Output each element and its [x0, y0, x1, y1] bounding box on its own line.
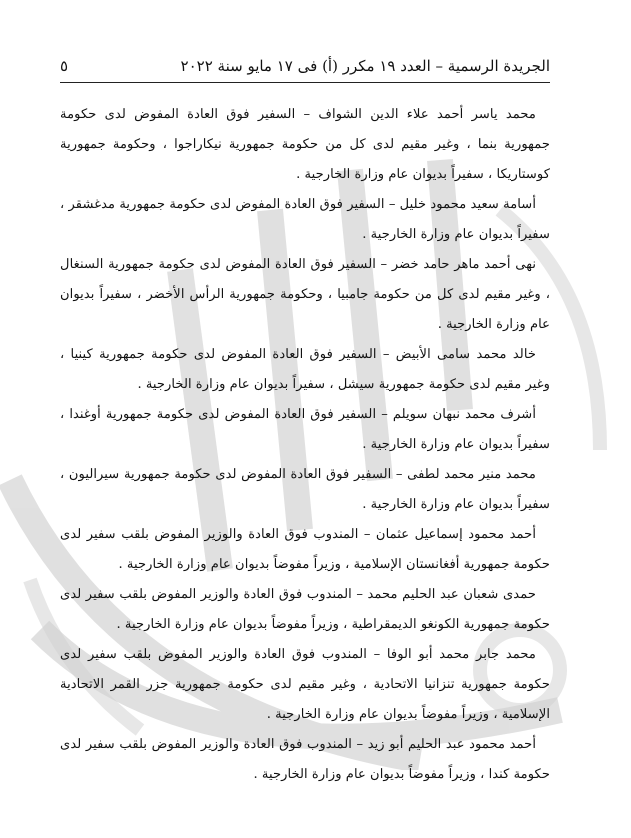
- decree-body: [60, 100, 550, 790]
- appointment-entry: أحمد محمود عبد الحليم أبو زيد – المندوب فوق العادة والوزير المفوض بلقب سفير لدى حكومة كندا ، وزيراً مفوضاً بديوان عام وزارة الخارجية .: [60, 737, 550, 782]
- page-header: [60, 52, 550, 80]
- appointment-entry: أشرف محمد نبهان سويلم – السفير فوق العادة المفوض لدى حكومة جمهورية أوغندا ، سفيراً بديوان عام وزارة الخارجية .: [60, 407, 550, 452]
- appointment-entry: محمد منير محمد لطفى – السفير فوق العادة المفوض لدى حكومة جمهورية سيراليون ، سفيراً بديوان عام وزارة الخارجية .: [60, 467, 550, 512]
- appointment-entry: حمدى شعبان عبد الحليم محمد – المندوب فوق العادة والوزير المفوض بلقب سفير لدى حكومة جمهورية الكونغو الديمقراطية ، وزيراً مفوضاً بديوان عام وزارة الخارجية .: [60, 587, 550, 632]
- header-divider: [60, 82, 550, 83]
- appointment-entry: أسامة سعيد محمود خليل – السفير فوق العادة المفوض لدى حكومة جمهورية مدغشقر ، سفيراً بديوان عام وزارة الخارجية .: [60, 197, 550, 242]
- appointment-entry: نهى أحمد ماهر حامد خضر – السفير فوق العادة المفوض لدى حكومة جمهورية السنغال ، وغير مقيم لدى كل من حكومة جامبيا ، وحكومة جمهورية الرأس الأخضر ، سفيراً بديوان عام وزارة الخارجية .: [60, 257, 550, 332]
- gazette-title: الجريدة الرسمية – العدد ١٩ مكرر (أ) فى ١٧ مايو سنة ٢٠٢٢: [180, 57, 550, 75]
- appointment-entry: محمد ياسر أحمد علاء الدين الشواف – السفير فوق العادة المفوض لدى حكومة جمهورية بنما ، وغير مقيم لدى كل من حكومة جمهورية نيكاراجوا ، وحكومة جمهورية كوستاريكا ، سفيراً بديوان عام وزارة الخارجية .: [60, 107, 550, 182]
- appointment-entry: أحمد محمود إسماعيل عثمان – المندوب فوق العادة والوزير المفوض بلقب سفير لدى حكومة جمهورية أفغانستان الإسلامية ، وزيراً مفوضاً بديوان عام وزارة الخارجية .: [60, 527, 550, 572]
- appointment-entry: محمد جابر محمد أبو الوفا – المندوب فوق العادة والوزير المفوض بلقب سفير لدى حكومة جمهورية تنزانيا الاتحادية ، وغير مقيم لدى حكومة جمهورية جزر القمر الاتحادية الإسلامية ، وزيراً مفوضاً بديوان عام وزارة الخارجية .: [60, 647, 550, 722]
- appointment-entry: خالد محمد سامى الأبيض – السفير فوق العادة المفوض لدى حكومة جمهورية كينيا ، وغير مقيم لدى حكومة جمهورية سيشل ، سفيراً بديوان عام وزارة الخارجية .: [60, 347, 550, 392]
- page-number: ٥: [60, 57, 69, 75]
